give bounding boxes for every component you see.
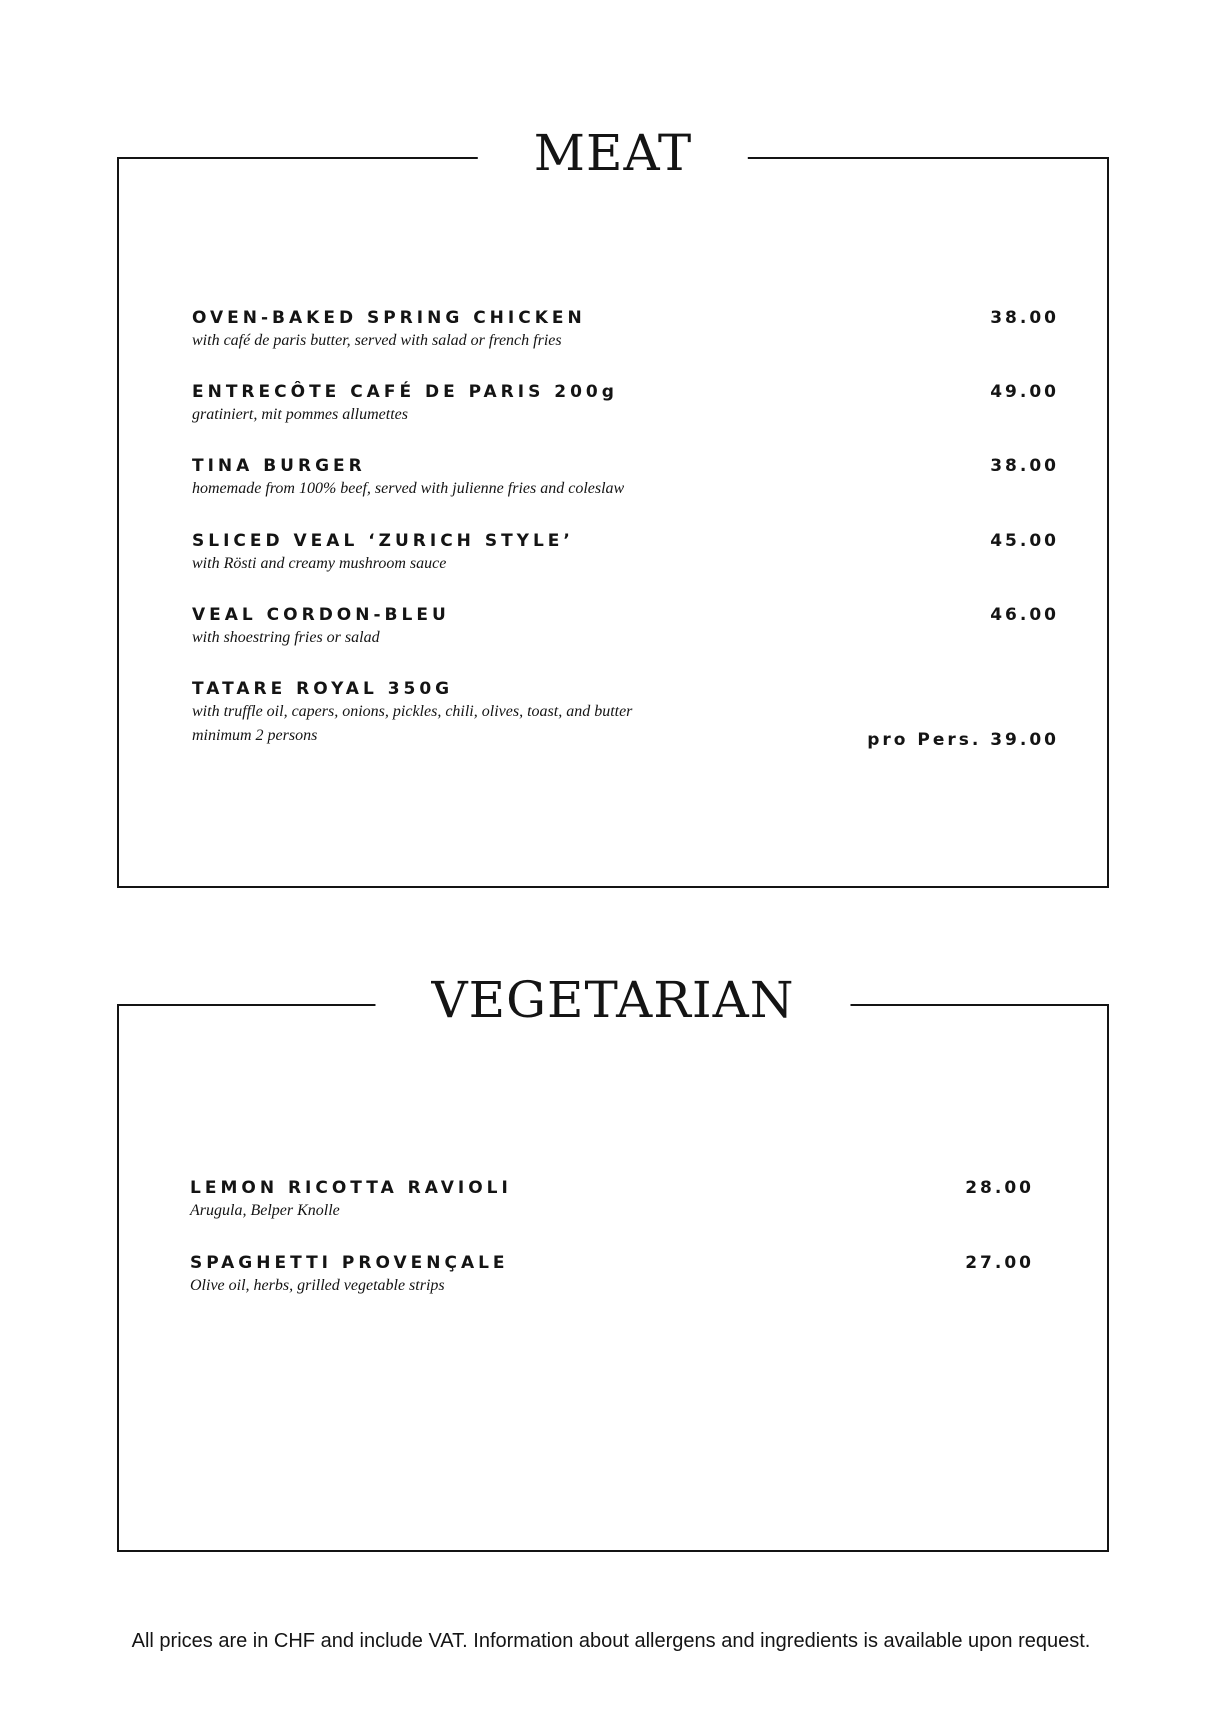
item-name: OVEN-BAKED SPRING CHICKEN (192, 308, 586, 328)
item-price: 38.00 (990, 456, 1059, 476)
item-description: with café de paris butter, served with salad or french fries (192, 332, 562, 349)
item-price: 45.00 (990, 531, 1059, 551)
item-description: with truffle oil, capers, onions, pickles, chili, olives, toast, and butter (192, 703, 633, 720)
item-name: VEAL CORDON-BLEU (192, 605, 450, 625)
menu-item (192, 678, 632, 748)
item-name: TINA BURGER (192, 456, 366, 476)
item-description: Arugula, Belper Knolle (190, 1202, 340, 1219)
menu-item (192, 381, 618, 427)
item-name: LEMON RICOTTA RAVIOLI (190, 1178, 512, 1198)
item-description: homemade from 100% beef, served with julienne fries and coleslaw (192, 480, 625, 497)
item-price: 27.00 (965, 1253, 1034, 1273)
item-name: TATARE ROYAL 350G (192, 679, 454, 699)
vegetarian-heading: VEGETARIAN (375, 970, 850, 1030)
meat-section (117, 124, 1109, 888)
item-name: SLICED VEAL ‘ZURICH STYLE’ (192, 531, 574, 551)
item-note: minimum 2 persons (192, 727, 318, 744)
vegetarian-section (117, 971, 1109, 1552)
footer-note: All prices are in CHF and include VAT. Information about allergens and ingredients is available upon request. (131, 1630, 1091, 1652)
item-name: SPAGHETTI PROVENÇALE (190, 1253, 509, 1273)
item-price: 49.00 (990, 382, 1059, 402)
item-price: 38.00 (990, 308, 1059, 328)
item-description: with shoestring fries or salad (192, 629, 380, 646)
item-price: pro Pers. 39.00 (867, 730, 1059, 750)
item-price: 46.00 (990, 605, 1059, 625)
item-description: Olive oil, herbs, grilled vegetable strips (190, 1277, 445, 1294)
menu-item (190, 1252, 509, 1298)
item-name: ENTRECÔTE CAFÉ DE PARIS 200g (192, 382, 618, 402)
item-description: gratiniert, mit pommes allumettes (192, 406, 408, 423)
menu-item (192, 455, 624, 501)
menu-item (190, 1177, 512, 1223)
menu-item (192, 307, 586, 353)
item-description: with Rösti and creamy mushroom sauce (192, 555, 447, 572)
menu-item (192, 530, 574, 576)
item-price: 28.00 (965, 1178, 1034, 1198)
menu-item (192, 604, 450, 650)
meat-heading: MEAT (478, 123, 748, 183)
